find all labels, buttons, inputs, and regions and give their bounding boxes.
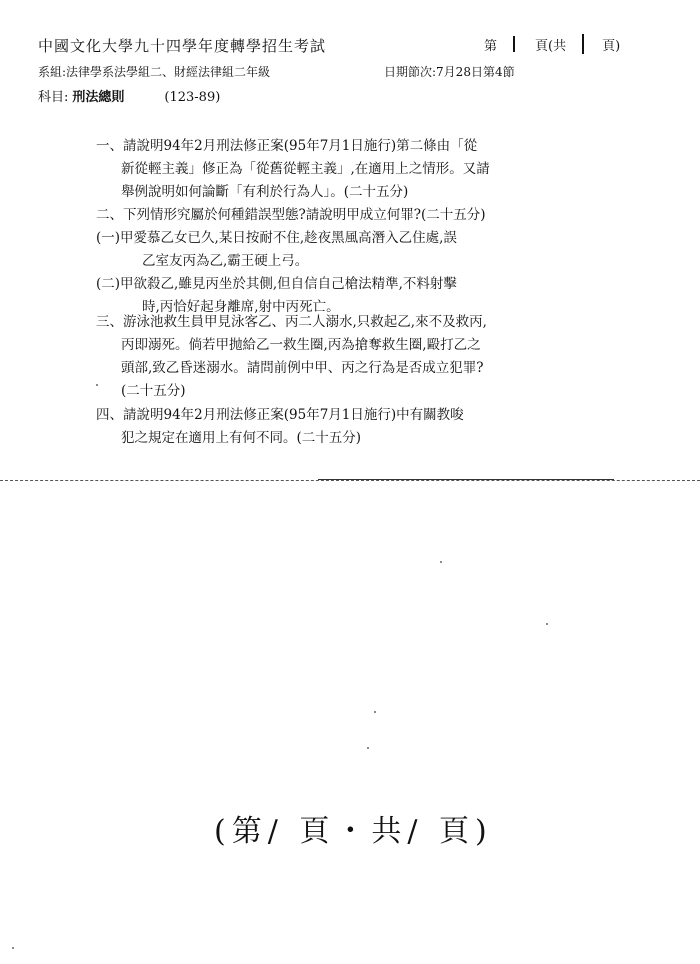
department-info: 系組:法律學系法學組二、財經法律組二年級 — [38, 65, 271, 79]
handwritten-stroke-icon — [582, 34, 584, 54]
subject-name: 刑法總則 — [72, 90, 125, 105]
scan-speck — [374, 711, 376, 713]
handwritten-stroke-icon — [513, 36, 515, 52]
question-line: (二十五分) — [121, 383, 186, 399]
question-line: 一、請說明94年2月刑法修正案(95年7月1日施行)第二條由「從 — [96, 138, 478, 154]
page-mark-prefix: 第 — [484, 38, 498, 54]
question-line: 乙室友丙為乙,霸王硬上弓。 — [142, 253, 309, 269]
page-footer: (第/ 頁・共/ 頁) — [214, 814, 493, 849]
question-line: 丙即溺死。倘若甲抛給乙一救生圈,丙為搶奪救生圈,毆打乙之 — [121, 337, 481, 353]
question-line: 三、游泳池救生員甲見泳客乙、丙二人溺水,只救起乙,來不及救丙, — [96, 314, 487, 330]
scan-speck — [367, 747, 369, 749]
question-2 — [96, 204, 486, 319]
question-line: 新從輕主義」修正為「從舊從輕主義」,在適用上之情形。又請 — [121, 161, 490, 177]
exam-title: 中國文化大學九十四學年度轉學招生考試 — [38, 37, 327, 55]
page-mark-middle: 頁(共 — [535, 38, 567, 54]
subject-code: (123-89) — [164, 90, 221, 105]
question-3 — [96, 311, 487, 403]
scan-speck — [12, 947, 14, 949]
question-line: 舉例說明如何論斷「有利於行為人」。(二十五分) — [121, 184, 409, 200]
page-mark-suffix: 頁) — [602, 38, 621, 54]
question-line: 二、下列情形究屬於何種錯誤型態?請說明甲成立何罪?(二十五分) — [96, 207, 486, 223]
divider-segment — [318, 479, 614, 480]
tear-line-divider — [0, 480, 700, 481]
scan-speck — [546, 623, 548, 625]
question-line: 犯之規定在適用上有何不同。(二十五分) — [121, 430, 362, 446]
question-line: (二)甲欲殺乙,雖見丙坐於其側,但自信自己槍法精準,不料射擊 — [96, 276, 457, 292]
question-line: (一)甲愛慕乙女已久,某日按耐不住,趁夜黑風高潛入乙住處,誤 — [96, 230, 457, 246]
page-number-mark — [484, 34, 620, 54]
subject-label: 科目: — [38, 90, 69, 105]
date-info: 日期節次:7月28日第4節 — [384, 65, 515, 79]
question-line: 四、請說明94年2月刑法修正案(95年7月1日施行)中有關教唆 — [96, 407, 464, 423]
question-4 — [96, 404, 464, 450]
question-line: 時,丙恰好起身離席,射中丙死亡。 — [142, 299, 340, 315]
scan-speck — [440, 561, 442, 563]
question-1 — [96, 135, 490, 204]
scan-speck — [96, 384, 98, 386]
question-line: 頭部,致乙昏迷溺水。請問前例中甲、丙之行為是否成立犯罪? — [121, 360, 484, 376]
subject-line — [38, 86, 220, 105]
